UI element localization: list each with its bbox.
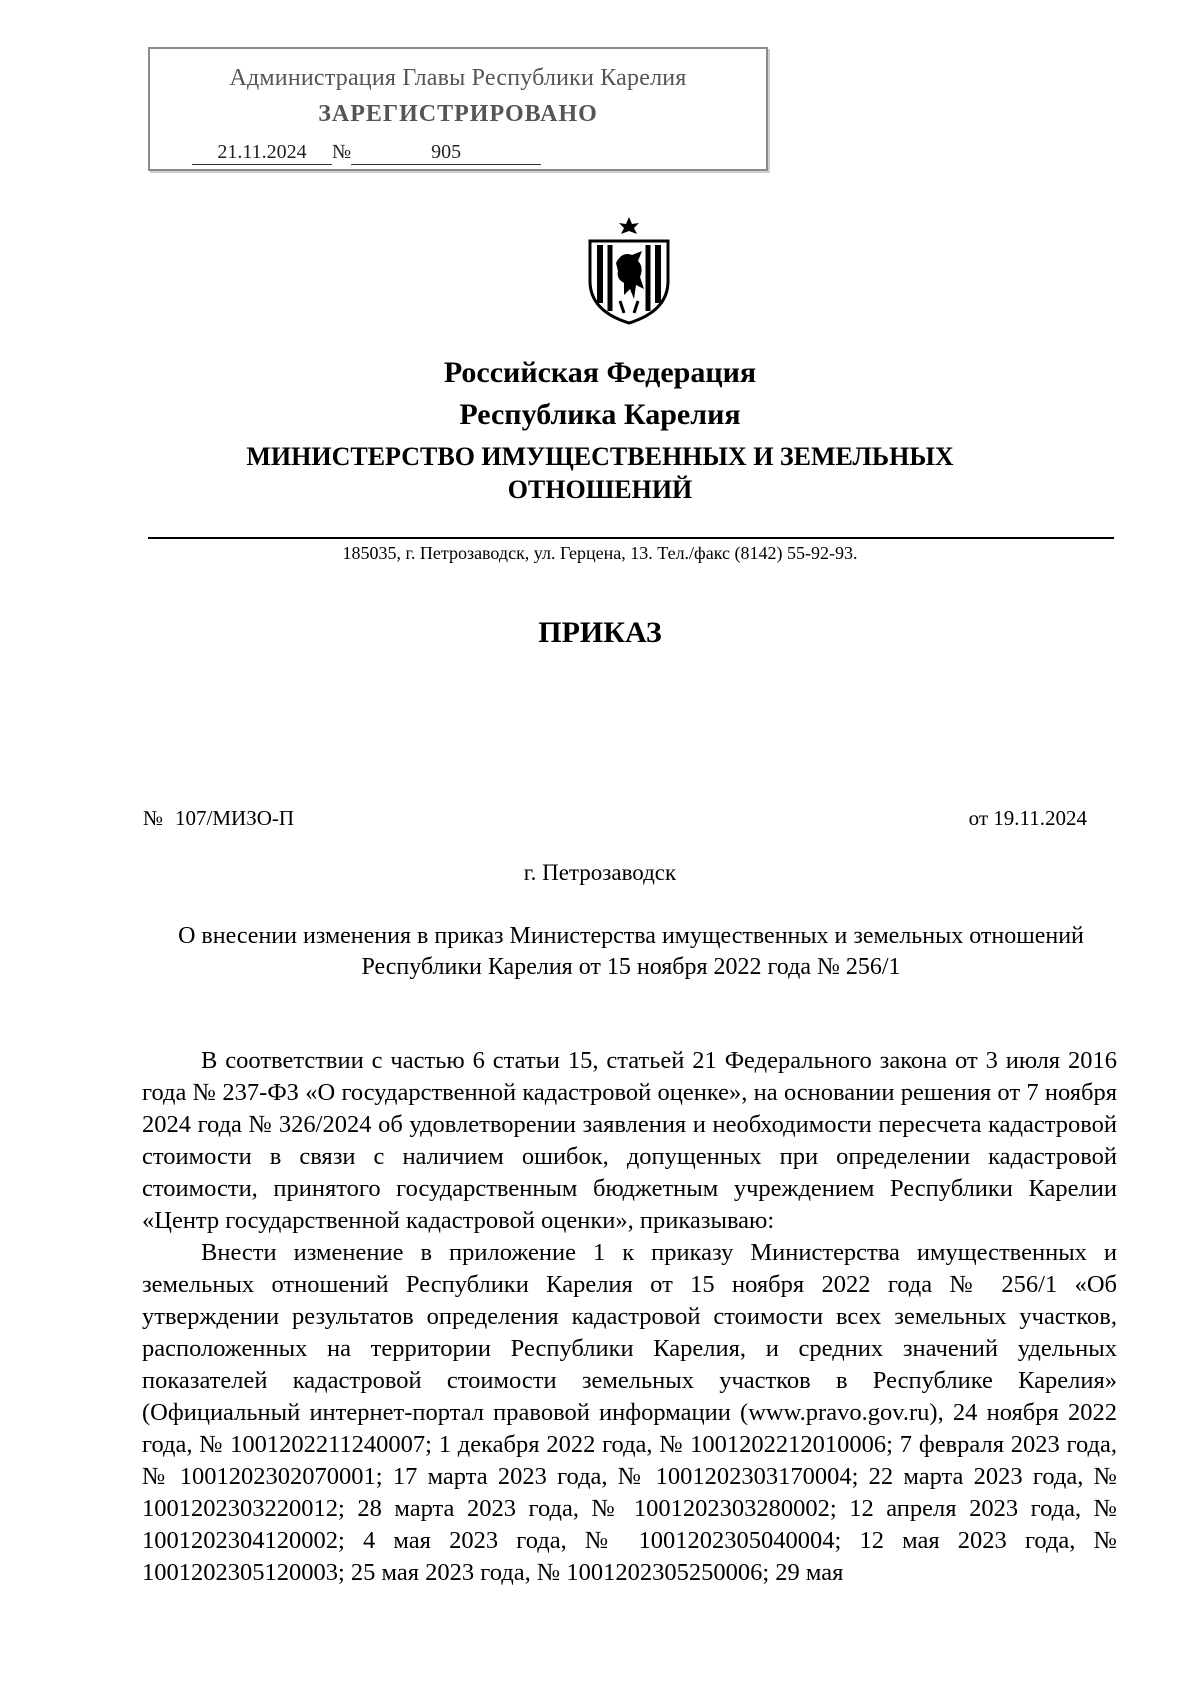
registration-stamp bbox=[148, 47, 768, 171]
document-city: г. Петрозаводск bbox=[523, 860, 677, 885]
document-number-value: 107/МИЗО-П bbox=[175, 806, 295, 830]
stamp-number: 905 bbox=[351, 141, 541, 165]
stamp-authority: Администрация Главы Республики Карелия bbox=[229, 65, 687, 91]
stamp-registered: ЗАРЕГИСТРИРОВАНО bbox=[318, 101, 598, 127]
document-number-sign: № bbox=[143, 806, 164, 830]
karelia-coat-of-arms-icon bbox=[586, 215, 672, 325]
body-paragraph: Внести изменение в приложение 1 к приказу Министерства имущественных и земельных отношений Республики Карелия от 15 ноября 2022 года № 256/1 «Об утверждении результатов определения кадастровой стоимости всех земельных участков, расположенных на территории Республики Карелия, и средних значений удельных показателей кадастровой стоимости земельных участков в Республике Карелия» (Официальный интернет-портал правовой информации (www.pravo.gov.ru), 24 ноября 2022 года, № 1001202211240007; 1 декабря 2022 года, № 1001202212010006; 7 февраля 2023 года, № 1001202302070001; 17 марта 2023 года, № 1001202303170004; 22 марта 2023 года, № 1001202303220012; 28 марта 2023 года, № 1001202303280002; 12 апреля 2023 года, № 1001202304120002; 4 мая 2023 года, № 1001202305040004; 12 мая 2023 года, № 1001202305120003; 25 мая 2023 года, № 1001202305250006; 29 мая bbox=[142, 1239, 1117, 1586]
body-paragraph: В соответствии с частью 6 статьи 15, статьей 21 Федерального закона от 3 июля 2016 года № 237-ФЗ «О государственной кадастровой оценке», на основании решения от 7 ноября 2024 года № 326/2024 об удовлетворении заявления и необходимости пересчета кадастровой стоимости в связи с наличием ошибок, допущенных при определении кадастровой стоимости, принятого государственным бюджетным учреждением Республики Карелии «Центр государственной кадастровой оценки», приказываю: bbox=[142, 1047, 1117, 1234]
document-date: от 19.11.2024 bbox=[968, 806, 1087, 830]
header-ministry: МИНИСТЕРСТВО ИМУЩЕСТВЕННЫХ И ЗЕМЕЛЬНЫХ ОТНОШЕНИЙ bbox=[246, 442, 954, 504]
stamp-date: 21.11.2024 bbox=[192, 141, 332, 165]
stamp-registration-row bbox=[192, 141, 541, 165]
header-country: Российская Федерация bbox=[443, 356, 757, 389]
document-number bbox=[143, 806, 294, 831]
header-republic: Республика Карелия bbox=[459, 398, 741, 431]
stamp-number-sign: № bbox=[332, 141, 352, 163]
document-subject: О внесении изменения в приказ Министерства имущественных и земельных отношений Республики Карелия от 15 ноября 2022 года № 256/1 bbox=[178, 923, 1084, 980]
ministry-address: 185035, г. Петрозаводск, ул. Герцена, 13. Тел./факс (8142) 55-92-93. bbox=[342, 543, 858, 563]
document-body bbox=[142, 1045, 1117, 1589]
document-type: ПРИКАЗ bbox=[538, 616, 662, 649]
header-divider bbox=[148, 537, 1114, 539]
